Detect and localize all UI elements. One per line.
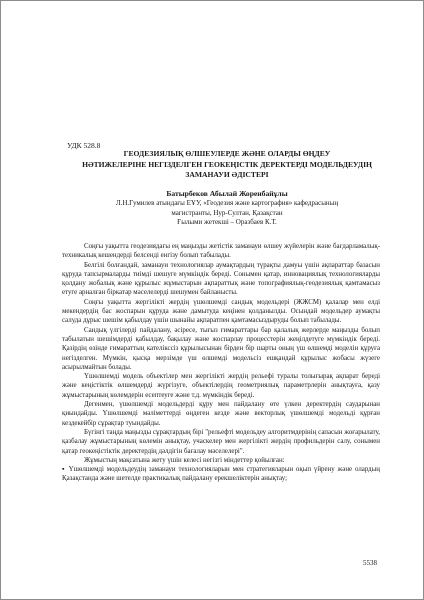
article-title [71, 149, 383, 181]
page-number: 5538 [363, 559, 377, 567]
title-line: НӘТИЖЕЛЕРІНЕ НЕГІЗДЕЛГЕН ГЕОКЕҢІСТІК ДЕРЕКТЕРДІ МОДЕЛЬДЕУДІҢ [82, 159, 372, 169]
supervisor-line: Ғылыми жетекші – Оразбаев К.Т. [177, 218, 277, 227]
body-paragraph: Соңғы уақытта жергілікті жердің үшөлшемді сандық модельдері (ЖЖСМ) қалалар мен елді мекендердің бас жоспарын құруда және дамытуда кеңінен қолданылды. Осындай модельдер аумақты салуда дұрыс шешім қабылдау үшін шынайы ақпаратпен қамтамасыздыруды болып табылады. [62, 298, 380, 325]
body-paragraph: Сандық үлгілерді пайдалану, әсіресе, тығыз ғимараттары бар қалалық жерлерде маңызды болып табылатын шешімдерді қабылдау, бақылау және жоспарлау процесстерін жеңілдетуге мүмкіндік береді. Қазірдің өзінде ғимараттың кателікссіз құрылысынан бірден бір шарты оның үш өлшемді моделін құруға негізделген. Мүмкін, қысқа мерзімде үш өлшемді модельсіз ешқандай құрылыс жобасы жүзеге асырылмайтын болады. [62, 326, 380, 371]
udk-code: УДК 528.8 [67, 141, 101, 150]
bullet-item: ▪ Үшөлшемді модельдеудің заманауи технологияларын мен стратегияларын оқып үйрену және олардың Қазақстанда және шетелде практикалық пайдалану ерекшеліктерін анықтау; [62, 465, 380, 484]
author-affiliation [71, 199, 383, 228]
affiliation-line: Л.Н.Гумилев атындағы ЕҰУ, «Геодезия және картография» кафедрасының [115, 199, 339, 207]
affiliation-line: магистранты, Нур-Султан, Қазақстан [171, 208, 283, 217]
body-paragraph: Бүгінгі таңда маңызды сұрақтардың бірі "рельефті модельдеу алгоритмдерінің сапасын жоғарылату, қазбалау жұмыстарының көлемін анықтау, учаскелер мен жергілікті жердің профильдерін салу, сонымен қатар геокеңістіктік деректердің дәлдігін бағалау мәселелері". [62, 428, 380, 455]
body-paragraph: Жұмыстың мақсатына жету үшін келесі негізгі міндеттер қойылған: [84, 456, 285, 464]
body-paragraph: Белгілі болғандай, заманауи технологиялар аумақтардың түрақты дамуы үшін ақпараттар базасын құруда тапсырмаларды тиімді шешуге мүмкіндік береді. Сонымен қатар, инновациялық технологияларды қолдану жобалық және құрылыс жұмыстарын ақпараттық және топографиялық-геодезиялық қамтамасыз етуге арналған біркатар мәселелерді шешумен байланысты. [62, 261, 380, 297]
body-paragraph: Үшөлшемді модель объектілер мен жергілікті жердің рельефі туралы толығырақ ақпарат береді және кеңістіктік өлшемдерді жүргізуге, объектілердің геометриялық параметрлерін анықтауға, қазу жұмыстарының көлемдерін есептеуге және т.д. мүмкіндік береді. [62, 373, 380, 399]
body-paragraph: Дегенмен, үшөлшемді модельдерді құру мен пайдалану өте үлкен деректердің саударынан қиындайды. Үшөлшемді мәліметтерді өңдеген кезде және векторлық үшөлшемді модельді құрған кездекейбір сұрақтар туындайды. [62, 401, 380, 427]
body-paragraph: Соңғы уақытта геодезиядағы ең маңызды жетістік заманауи өлшеу жүйелерін және бағдарламалық-техникалық кешендерді белсенді енгізу болып табылады. [62, 243, 380, 260]
author-name: Батырбеков Абылай Жоренбайұлы [166, 189, 288, 198]
title-line: ГЕОДЕЗИЯЛЫҚ ӨЛШЕУЛЕРДЕ ЖӘНЕ ОЛАРДЫ ӨҢДЕУ [123, 149, 331, 158]
title-line: ЗАМАНАУИ ӘДІСТЕРІ [185, 170, 269, 179]
article-body [62, 242, 380, 484]
